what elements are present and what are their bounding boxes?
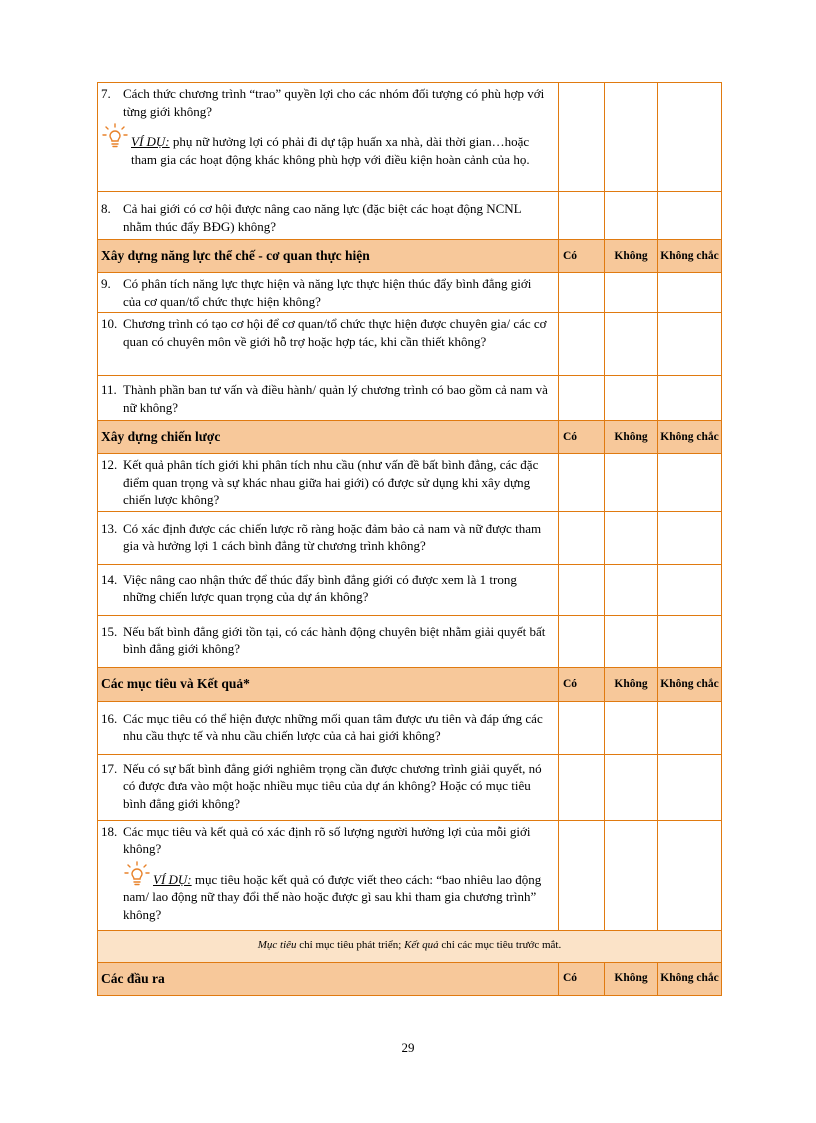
table-row [98,83,722,192]
table-row [98,615,722,667]
section-title: Xây dựng chiến lược [98,421,559,454]
question-text: Có xác định được các chiến lược rõ ràng hoặc đảm bảo cả nam và nữ được tham gia và hưởng lợi 1 cách bình đẳng từ chương trình không? [123,520,542,553]
question-number: 15. [101,623,118,639]
section-header [98,962,722,995]
question-text: Kết quả phân tích giới khi phân tích nhu cầu (như vấn đề bất bình đẳng, các đặc điểm quan trọng và sự khác nhau giữa hai giới) có được sử dụng khi xây dựng chiến lược không? [123,457,539,507]
question-number: 10. [101,316,118,331]
answer-cell-no[interactable] [605,820,658,930]
question-cell [98,820,559,930]
section-title: Xây dựng năng lực thể chế - cơ quan thực hiện [98,240,559,273]
answer-cell-yes[interactable] [559,564,605,615]
example-box [98,122,558,171]
footnote-row [98,930,722,962]
example-text: phụ nữ hưởng lợi có phải đi dự tập huấn xa nhà, dài thời gian…hoặc tham gia các hoạt động khác không phù hợp với điều kiện hoàn cảnh của họ. [131,134,530,167]
question-number: 7. [101,86,111,101]
table-row [98,376,722,421]
question-cell [98,511,559,564]
answer-cell-no[interactable] [605,83,658,192]
section-header [98,667,722,701]
question-number: 16. [101,710,118,726]
answer-cell-no[interactable] [605,754,658,820]
question-cell [98,192,559,240]
table-row [98,701,722,754]
table-row [98,454,722,512]
answer-cell-no[interactable] [605,564,658,615]
answer-cell-no[interactable] [605,192,658,240]
lightbulb-icon [101,122,129,150]
answer-cell-unsure[interactable] [658,83,722,192]
section-header [98,421,722,454]
question-number: 11. [101,382,117,397]
answer-cell-no[interactable] [605,701,658,754]
table-row [98,820,722,930]
section-title: Các đầu ra [98,962,559,995]
answer-cell-yes[interactable] [559,511,605,564]
example-box [98,860,558,927]
option-no-label: Không [605,667,658,701]
answer-cell-yes[interactable] [559,273,605,313]
option-yes-label: Có [559,240,605,273]
option-yes-label: Có [559,421,605,454]
option-unsure-label: Không chắc [658,667,722,701]
answer-cell-unsure[interactable] [658,376,722,421]
footnote-text: chỉ mục tiêu phát triển; [296,939,405,952]
checklist-sheet [97,82,721,996]
option-no-label: Không [605,421,658,454]
answer-cell-yes[interactable] [559,192,605,240]
answer-cell-no[interactable] [605,376,658,421]
question-cell [98,564,559,615]
answer-cell-yes[interactable] [559,454,605,512]
section-title: Các mục tiêu và Kết quả* [98,667,559,701]
table-row [98,564,722,615]
question-number: 18. [101,823,118,839]
table-row [98,511,722,564]
footnote-term-result: Kết quả [404,939,439,952]
table-row [98,313,722,376]
answer-cell-unsure[interactable] [658,192,722,240]
question-text: Cách thức chương trình “trao” quyền lợi cho các nhóm đối tượng có phù hợp với từng giới không? [123,86,545,119]
question-text: Chương trình có tạo cơ hội để cơ quan/tổ chức thực hiện được chuyên gia/ các cơ quan có chuyên môn về giới hỗ trợ hoặc hợp tác, khi cần thiết không? [123,316,547,349]
answer-cell-yes[interactable] [559,615,605,667]
answer-cell-no[interactable] [605,273,658,313]
question-cell [98,454,559,512]
question-cell [98,273,559,313]
answer-cell-no[interactable] [605,615,658,667]
option-unsure-label: Không chắc [658,240,722,273]
example-label: VÍ DỤ: [153,871,192,887]
table-row [98,192,722,240]
answer-cell-yes[interactable] [559,83,605,192]
question-text: Nếu bất bình đẳng giới tồn tại, có các hành động chuyên biệt nhằm giải quyết bất bình đẳng giới không? [123,623,546,656]
question-text: Thành phần ban tư vấn và điều hành/ quản lý chương trình có bao gồm cả nam và nữ không? [123,382,548,415]
footnote-term-objective: Mục tiêu [257,939,297,952]
answer-cell-no[interactable] [605,511,658,564]
table-row [98,754,722,820]
footnote [98,930,722,962]
page-number: 29 [401,1040,415,1055]
checklist-table [97,82,722,996]
question-text: Nếu có sự bất bình đẳng giới nghiêm trọng cần được chương trình giải quyết, nó có được đưa vào một hoặc nhiều mục tiêu của dự án không? Hoặc có mục tiêu bình đẳng giới không? [123,760,542,811]
question-number: 13. [101,520,118,536]
question-cell [98,83,559,192]
answer-cell-unsure[interactable] [658,615,722,667]
footnote-text-end: chỉ các mục tiêu trước mắt. [438,939,562,952]
answer-cell-yes[interactable] [559,820,605,930]
option-no-label: Không [605,240,658,273]
section-header [98,240,722,273]
question-text: Các mục tiêu có thể hiện được những mối quan tâm được ưu tiên và đáp ứng các nhu cầu thực tế và nhu cầu chiến lược của cả hai giới không? [123,710,543,743]
question-text: Cả hai giới có cơ hội được nâng cao năng lực (đặc biệt các hoạt động NCNL nhằm thúc đẩy BĐG) không? [123,201,522,234]
answer-cell-yes[interactable] [559,313,605,376]
answer-cell-no[interactable] [605,454,658,512]
answer-cell-unsure[interactable] [658,820,722,930]
answer-cell-unsure[interactable] [658,313,722,376]
option-unsure-label: Không chắc [658,962,722,995]
question-cell [98,754,559,820]
question-cell [98,376,559,421]
question-number: 12. [101,457,118,472]
answer-cell-unsure[interactable] [658,701,722,754]
answer-cell-yes[interactable] [559,701,605,754]
example-text: mục tiêu hoặc kết quả có được viết theo cách: “bao nhiêu lao động nam/ lao động nữ thay đổi thế nào hoặc được gì sau khi tham gia chương trình” không? [123,871,542,922]
answer-cell-unsure[interactable] [658,454,722,512]
question-text: Các mục tiêu và kết quả có xác định rõ số lượng người hưởng lợi của mỗi giới không? [123,823,531,856]
question-cell [98,701,559,754]
answer-cell-yes[interactable] [559,754,605,820]
question-cell [98,615,559,667]
option-yes-label: Có [559,962,605,995]
option-yes-label: Có [559,667,605,701]
answer-cell-no[interactable] [605,313,658,376]
answer-cell-unsure[interactable] [658,754,722,820]
answer-cell-yes[interactable] [559,376,605,421]
question-number: 8. [101,201,111,216]
question-cell [98,313,559,376]
table-row [98,273,722,313]
example-label: VÍ DỤ: [131,134,170,149]
question-number: 17. [101,760,118,776]
question-number: 9. [101,276,111,291]
option-no-label: Không [605,962,658,995]
question-text: Có phân tích năng lực thực hiện và năng lực thực hiện thúc đẩy bình đẳng giới của cơ quan/tổ chức thực hiện không? [123,276,532,309]
answer-cell-unsure[interactable] [658,511,722,564]
answer-cell-unsure[interactable] [658,564,722,615]
option-unsure-label: Không chắc [658,421,722,454]
question-number: 14. [101,571,118,587]
question-text: Việc nâng cao nhận thức để thúc đẩy bình đẳng giới có được xem là 1 trong những chiến lược quan trọng của dự án không? [123,571,517,604]
answer-cell-unsure[interactable] [658,273,722,313]
